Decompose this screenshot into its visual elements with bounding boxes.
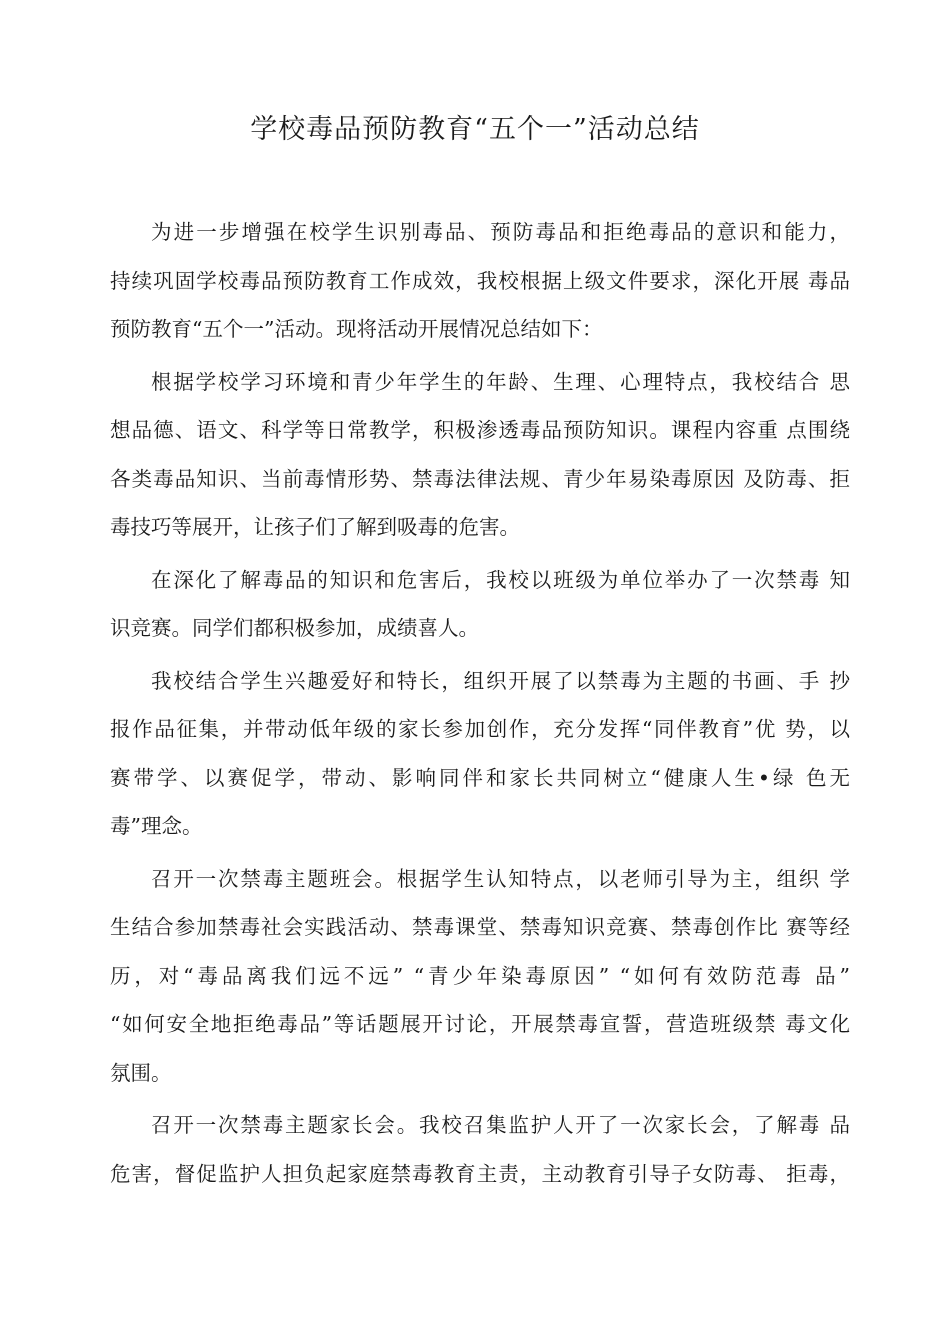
paragraph-line: 生结合参加禁毒社会实践活动、禁毒课堂、禁毒知识竞赛、禁毒创作比 赛等经 [110, 915, 850, 939]
paragraph-parent-meeting [110, 1101, 850, 1198]
paragraph-line: 识竞赛。同学们都积极参加，成绩喜人。 [110, 616, 479, 640]
document-title: 学校毒品预防教育“五个一”活动总结 [250, 114, 700, 145]
paragraph-line: 毒”理念。 [110, 814, 203, 838]
paragraph-line: 氛围。 [110, 1060, 172, 1085]
document-body [110, 208, 850, 1202]
paragraph-line: 召开一次禁毒主题家长会。我校召集监护人开了一次家长会，了解毒 品 [151, 1113, 850, 1137]
paragraph-line: 毒技巧等展开，让孩子们了解到吸毒的危害。 [110, 515, 520, 539]
paragraph-competition [110, 556, 850, 653]
paragraph-line: “如何安全地拒绝毒品”等话题展开讨论，开展禁毒宣誓，营造班级禁 毒文化 [110, 1012, 850, 1036]
paragraph-line: 各类毒品知识、当前毒情形势、禁毒法律法规、青少年易染毒原因 及防毒、拒 [110, 466, 850, 491]
paragraph-line: 想品德、语文、科学等日常教学，积极渗透毒品预防知识。课程内容重 点围绕 [110, 418, 850, 442]
paragraph-line: 我校结合学生兴趣爱好和特长，组织开展了以禁毒为主题的书画、手 抄 [151, 668, 850, 693]
paragraph-line: 报作品征集，并带动低年级的家长参加创作，充分发挥“同伴教育”优 势，以 [110, 717, 850, 741]
paragraph-line: 根据学校学习环境和青少年学生的年龄、生理、心理特点，我校结合 思 [151, 369, 850, 394]
paragraph-line: 危害，督促监护人担负起家庭禁毒教育主责，主动教育引导子女防毒、 拒毒， [110, 1161, 850, 1186]
paragraph-line: 为进一步增强在校学生识别毒品、预防毒品和拒绝毒品的意识和能力， [151, 220, 850, 244]
paragraph-class-meeting [110, 855, 850, 1098]
paragraph-line: 在深化了解毒品的知识和危害后，我校以班级为单位举办了一次禁毒 知 [151, 567, 850, 592]
paragraph-intro [110, 208, 850, 354]
paragraph-line: 持续巩固学校毒品预防教育工作成效，我校根据上级文件要求，深化开展 毒品 [110, 268, 850, 293]
paragraph-artwork [110, 657, 850, 851]
paragraph-line: 历，对“毒品离我们远不远” “青少年染毒原因” “如何有效防范毒 品” [110, 963, 850, 988]
paragraph-line: 预防教育“五个一”活动。现将活动开展情况总结如下： [110, 317, 603, 341]
paragraph-line: 赛带学、以赛促学，带动、影响同伴和家长共同树立“健康人生•绿 色无 [110, 765, 850, 790]
paragraph-curriculum [110, 358, 850, 552]
paragraph-line: 召开一次禁毒主题班会。根据学生认知特点，以老师引导为主，组织 学 [151, 866, 850, 891]
